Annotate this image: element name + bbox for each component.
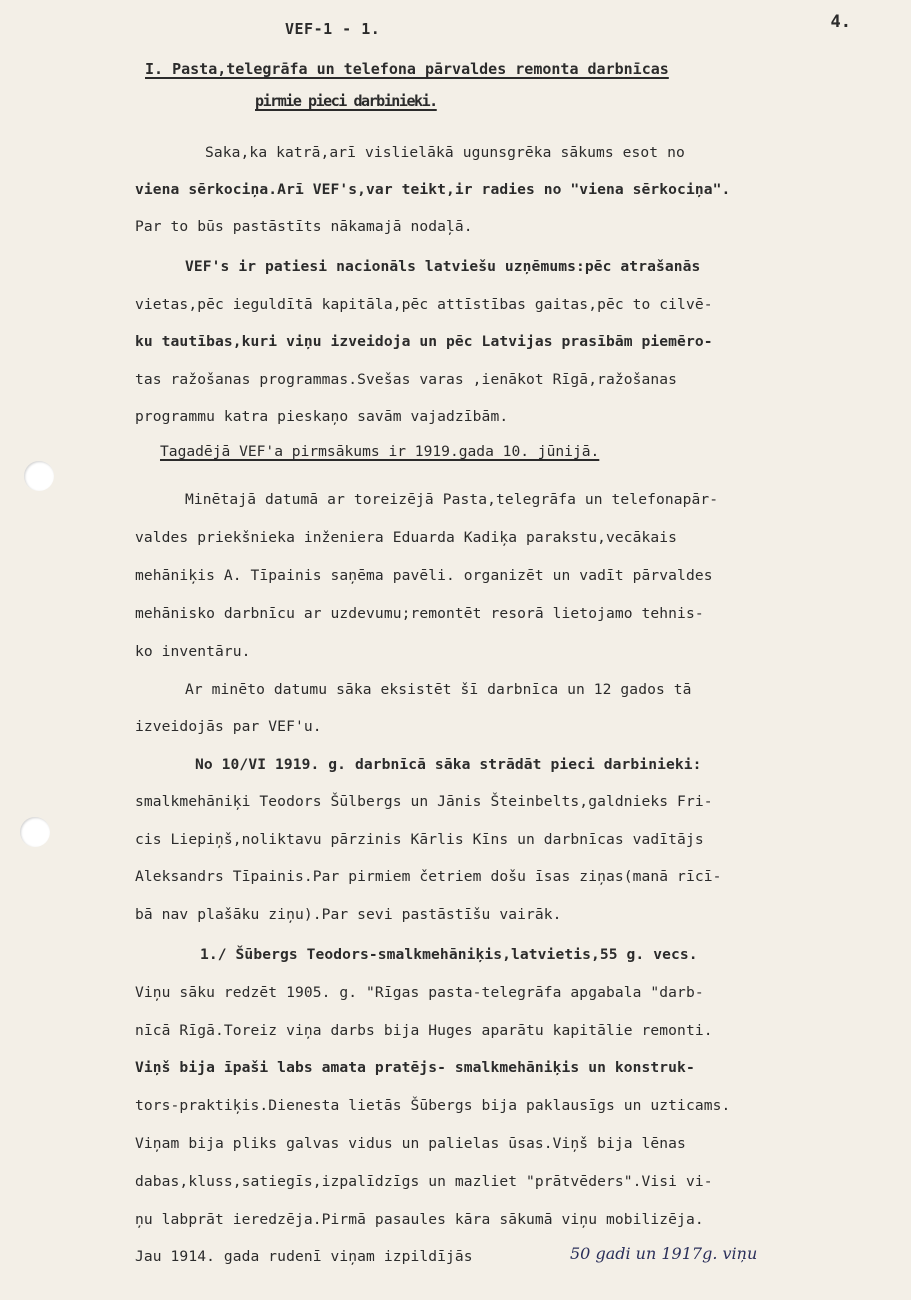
punch-hole-top — [24, 461, 54, 491]
text-line: vietas,pēc ieguldītā kapitāla,pēc attīstības gaitas,pēc to cilvē- — [135, 296, 713, 313]
text-line: Viņam bija pliks galvas vidus un palielas ūsas.Viņš bija lēnas — [135, 1135, 686, 1152]
text-line: izveidojās par VEF'u. — [135, 718, 322, 735]
text-line: tas ražošanas programmas.Svešas varas ,ienākot Rīgā,ražošanas — [135, 371, 678, 388]
text-line: Aleksandrs Tīpainis.Par pirmiem četriem došu īsas ziņas(manā rīcī- — [135, 868, 722, 885]
document-header: VEF-1 - 1. — [285, 20, 381, 38]
text-line: cis Liepiņš,noliktavu pārzinis Kārlis Kīns un darbnīcas vadītājs — [135, 831, 704, 848]
text-line: VEF's ir patiesi nacionāls latviešu uzņēmums:pēc atrašanās — [185, 258, 701, 275]
text-line: Minētajā datumā ar toreizējā Pasta,telegrāfa un telefonapār- — [185, 491, 719, 508]
text-line: viena sērkociņa.Arī VEF's,var teikt,ir radies no "viena sērkociņa". — [135, 181, 731, 198]
text-line: valdes priekšnieka inženiera Eduarda Kadiķa parakstu,vecākais — [135, 529, 678, 546]
text-line-typed: Jau 1914. gada rudenī viņam izpildījās — [135, 1248, 473, 1265]
text-line: Saka,ka katrā,arī vislielākā ugunsgrēka sākums esot no — [205, 144, 685, 161]
text-line: No 10/VI 1919. g. darbnīcā sāka strādāt pieci darbinieki: — [195, 756, 702, 773]
text-line: Ar minēto datumu sāka eksistēt šī darbnīca un 12 gados tā — [185, 681, 692, 698]
text-line: ko inventāru. — [135, 643, 251, 660]
text-line: Viņš bija īpaši labs amata pratējs- smalkmehāniķis un konstruk- — [135, 1059, 695, 1076]
text-line: ku tautības,kuri viņu izveidoja un pēc Latvijas prasībām piemēro- — [135, 333, 713, 350]
text-line: Par to būs pastāstīts nākamajā nodaļā. — [135, 218, 473, 235]
section-title-line-1: I. Pasta,telegrāfa un telefona pārvaldes remonta darbnīcas — [145, 60, 669, 78]
text-line: 1./ Šūbergs Teodors-smalkmehāniķis,latvietis,55 g. vecs. — [200, 946, 698, 963]
subheading: Tagadējā VEF'a pirmsākums ir 1919.gada 10. jūnijā. — [160, 443, 600, 460]
text-line: bā nav plašāku ziņu).Par sevi pastāstīšu vairāk. — [135, 906, 562, 923]
text-line: dabas,kluss,satiegīs,izpalīdzīgs un mazliet "prātvēders".Visi vi- — [135, 1173, 713, 1190]
text-line: tors-praktiķis.Dienesta lietās Šūbergs bija paklausīgs un uzticams. — [135, 1097, 731, 1114]
page-number: 4. — [830, 12, 851, 32]
section-title-line-2: pirmie pieci darbinieki. — [255, 92, 437, 110]
text-line: programmu katra pieskaņo savām vajadzībām. — [135, 408, 509, 425]
text-line: mehānisko darbnīcu ar uzdevumu;remontēt resorā lietojamo tehnis- — [135, 605, 704, 622]
text-line: nīcā Rīgā.Toreiz viņa darbs bija Huges aparātu kapitālie remonti. — [135, 1022, 713, 1039]
text-line: mehāniķis A. Tīpainis saņēma pavēli. organizēt un vadīt pārvaldes — [135, 567, 713, 584]
text-line: Viņu sāku redzēt 1905. g. "Rīgas pasta-telegrāfa apgabala "darb- — [135, 984, 704, 1001]
punch-hole-bottom — [20, 817, 50, 847]
text-line: ņu labprāt ieredzēja.Pirmā pasaules kāra sākumā viņu mobilizēja. — [135, 1211, 704, 1228]
text-line: smalkmehāniķi Teodors Šūlbergs un Jānis Šteinbelts,galdnieks Fri- — [135, 793, 713, 810]
handwritten-note: 50 gadi un 1917g. viņu — [570, 1244, 758, 1263]
